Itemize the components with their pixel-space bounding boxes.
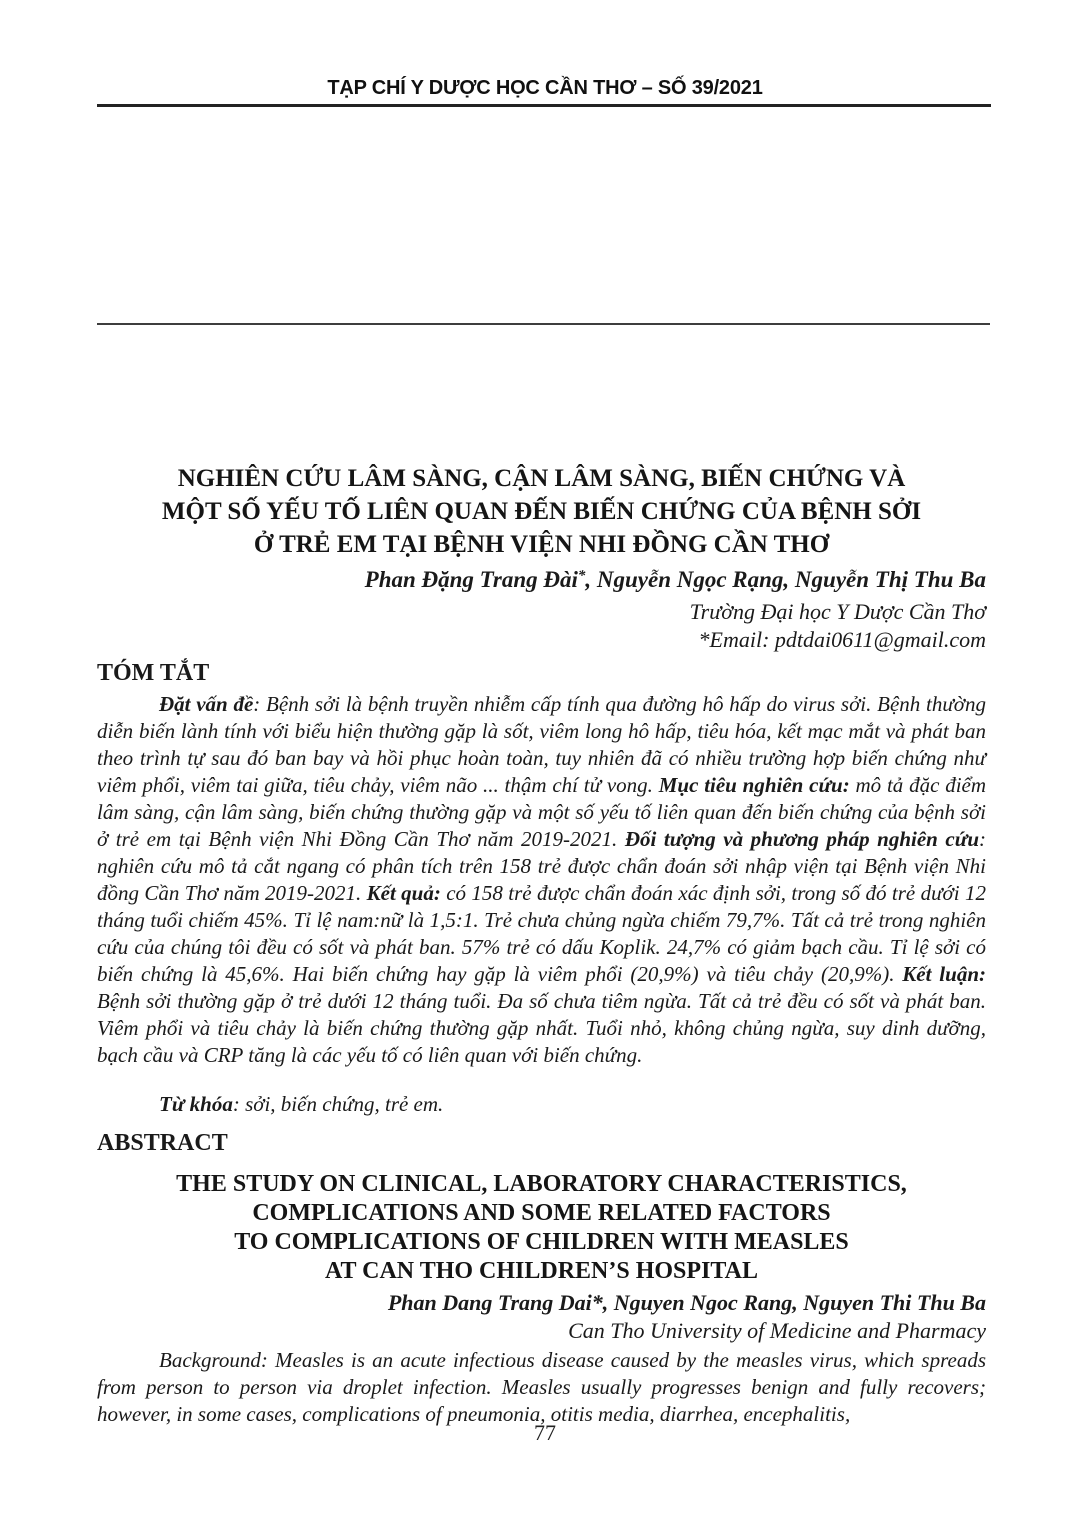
keywords-line	[97, 1090, 986, 1118]
article-title-vi-line-1: NGHIÊN CỨU LÂM SÀNG, CẬN LÂM SÀNG, BIẾN CHỨNG VÀ	[177, 465, 906, 492]
authors-line-en: Phan Dang Trang Dai*, Nguyen Ngoc Rang, Nguyen Thi Thu Ba	[387, 1290, 986, 1315]
affiliation-vi: Trường Đại học Y Dược Cần Thơ	[689, 599, 986, 624]
abstract-run: Bệnh sởi thường gặp ở trẻ dưới 12 tháng tuổi. Đa số chưa tiêm ngừa. Tất cả trẻ đều có sốt và phát ban. Viêm phổi và tiêu chảy là biến chứng thường gặp nhất. Tuổi nhỏ, không chủng ngừa, suy dinh dưỡng, bạch cầu và CRP tăng là các yếu tố có liên quan với biến chứng.	[97, 989, 986, 1067]
article-title-en-line-4: AT CAN THO CHILDREN’S HOSPITAL	[325, 1258, 758, 1284]
section-rule	[97, 323, 990, 325]
abstract-label-ket-qua: Kết quả:	[366, 881, 441, 905]
abstract-label-muc-tieu: Mục tiêu nghiên cứu:	[658, 773, 850, 797]
background-text: Measles is an acute infectious disease caused by the measles virus, which spreads from person to person via droplet infection. Measles usually progresses benign and fully recovers; however, in some cases, complications of pneumonia, otitis media, diarrhea, encephalitis,	[97, 1348, 986, 1426]
author-asterisk-superscript: *	[577, 568, 586, 585]
article-title-en-line-1: THE STUDY ON CLINICAL, LABORATORY CHARACTERISTICS,	[176, 1171, 907, 1197]
heading-abstract: ABSTRACT	[97, 1130, 228, 1156]
abstract-run: : nghiên cứu mô tả cắt ngang có phân tích trên 158 trẻ được chẩn đoán sởi nhập viện tại Bệnh viện Nhi đồng Cần Thơ năm 2019-2021.	[97, 827, 986, 905]
header-rule	[97, 104, 991, 107]
heading-tom-tat: TÓM TẮT	[97, 660, 210, 686]
abstract-label-ket-luan: Kết luận:	[902, 962, 986, 986]
background-paragraph	[97, 1347, 986, 1428]
article-title-vi	[97, 462, 986, 561]
abstract-run: có 158 trẻ được chẩn đoán xác định sởi, trong số đó trẻ dưới 12 tháng tuổi chiếm 45%. Tỉ lệ nam:nữ là 1,5:1. Trẻ chưa chủng ngừa chiếm 79,7%. Tất cả trẻ trong nghiên cứu của chúng tôi đều có sốt và phát ban. 57% trẻ có dấu Koplik. 24,7% có giảm bạch cầu. Tỉ lệ sởi có biến chứng là 45,6%. Hai biến chứng hay gặp là viêm phổi (20,9%) và tiêu chảy (20,9%).	[97, 881, 986, 986]
article-title-en-line-2: COMPLICATIONS AND SOME RELATED FACTORS	[252, 1200, 831, 1226]
article-title-vi-line-2: MỘT SỐ YẾU TỐ LIÊN QUAN ĐẾN BIẾN CHỨNG CỦA BỆNH SỞI	[161, 498, 922, 525]
abstract-run: : Bệnh sởi là bệnh truyền nhiễm cấp tính qua đường hô hấp do virus sởi. Bệnh thường diễn biến lành tính với biểu hiện thường gặp là sốt, viêm long hô hấp, tiêu hóa, kết mạc mắt và phát ban theo trình tự sau đó ban bay và hồi phục hoàn toàn, tuy nhiên đã có nhiều trường hợp biến chứng như viêm phổi, viêm tai giữa, tiêu chảy, viêm não ... thậm chí tử vong.	[97, 692, 986, 797]
abstract-paragraph-vi	[97, 691, 986, 1069]
abstract-run: mô tả đặc điểm lâm sàng, cận lâm sàng, biến chứng thường gặp và một số yếu tố liên quan đến biến chứng của bệnh sởi ở trẻ em tại Bệnh viện Nhi Đồng Cần Thơ năm 2019-2021.	[97, 773, 987, 851]
page-number: 77	[534, 1420, 556, 1445]
author-first-name: Phan Đặng Trang Đài	[364, 567, 578, 592]
background-label: Background:	[159, 1348, 268, 1372]
abstract-label-doi-tuong: Đối tượng và phương pháp nghiên cứu	[624, 827, 979, 851]
authors-line-vi	[97, 565, 986, 598]
keywords-label: Từ khóa	[159, 1092, 233, 1116]
abstract-label-dat-van-de: Đặt vấn đề	[159, 692, 254, 716]
article-title-vi-line-3: Ở TRẺ EM TẠI BỆNH VIỆN NHI ĐỒNG CẦN THƠ	[253, 531, 830, 558]
authors-remaining: , Nguyễn Ngọc Rạng, Nguyễn Thị Thu Ba	[585, 567, 986, 592]
article-content	[97, 462, 986, 1428]
keywords-text: : sởi, biến chứng, trẻ em.	[232, 1092, 444, 1116]
corresponding-email: *Email: pdtdai0611@gmail.com	[698, 627, 986, 652]
affiliation-en: Can Tho University of Medicine and Pharmacy	[568, 1318, 986, 1343]
article-title-en	[97, 1170, 986, 1286]
article-title-en-line-3: TO COMPLICATIONS OF CHILDREN WITH MEASLES	[234, 1229, 849, 1255]
journal-header: TẠP CHÍ Y DƯỢC HỌC CẦN THƠ – SỐ 39/2021	[327, 77, 763, 99]
